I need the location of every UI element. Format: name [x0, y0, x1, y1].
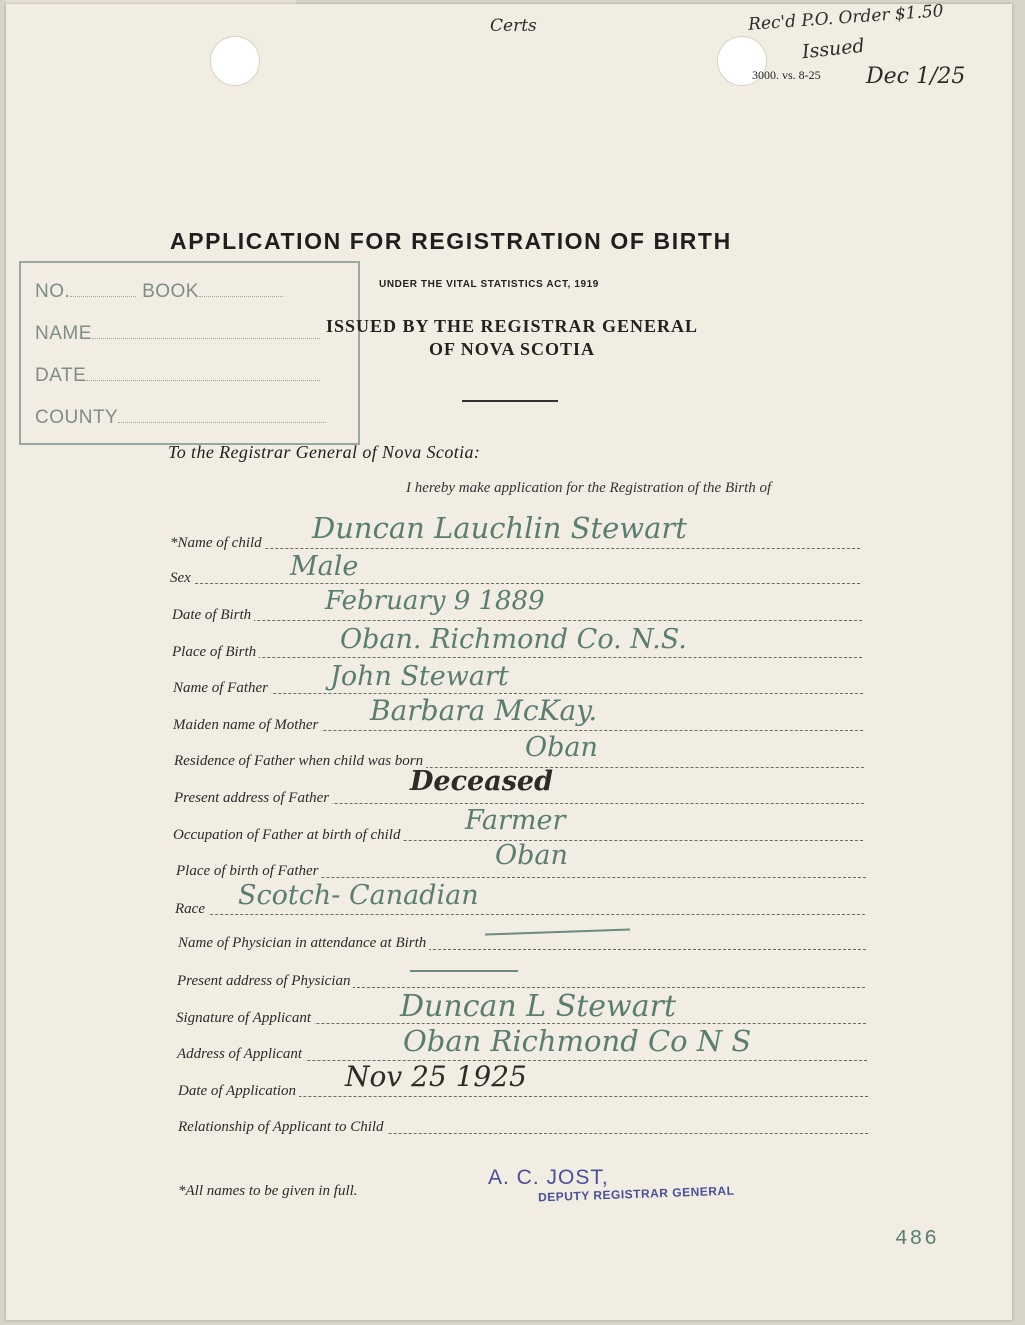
- value-residence-of-father: Oban: [525, 732, 598, 763]
- value-maiden-name-of-mother: Barbara McKay.: [370, 694, 598, 727]
- stamp-name-label: NAME: [35, 323, 92, 344]
- form-title: APPLICATION FOR REGISTRATION OF BIRTH: [170, 228, 732, 254]
- label-signature-of-applicant: Signature of Applicant: [176, 1010, 314, 1027]
- label-residence-of-father: Residence of Father when child was born: [174, 753, 426, 770]
- value-address-of-applicant: Oban Richmond Co N S: [403, 1024, 752, 1058]
- value-place-of-birth-of-father: Oban: [495, 840, 568, 871]
- physician-address-stroke: [410, 970, 518, 972]
- stamp-name-row: [35, 323, 320, 345]
- label-date-of-birth: Date of Birth: [172, 607, 254, 624]
- label-physician-address: Present address of Physician: [177, 973, 353, 990]
- deputy-stamp-name: A. C. JOST,: [488, 1166, 609, 1189]
- value-present-address-of-father: Deceased: [410, 766, 553, 797]
- intro-statement: I hereby make application for the Registration of the Birth of: [406, 480, 772, 496]
- label-place-of-birth: Place of Birth: [172, 644, 259, 661]
- stamp-date-label: DATE: [35, 365, 87, 386]
- stamp-date-row: [35, 365, 320, 387]
- label-sex: Sex: [170, 570, 194, 587]
- label-occupation-of-father: Occupation of Father at birth of child: [173, 827, 403, 844]
- label-present-address-of-father: Present address of Father: [174, 790, 332, 807]
- serial-number: 486: [895, 1228, 939, 1251]
- label-physician-name: Name of Physician in attendance at Birth: [178, 935, 429, 952]
- issued-date-annotation: Dec 1/25: [866, 64, 966, 89]
- act-subtitle: UNDER THE VITAL STATISTICS ACT, 1919: [379, 279, 599, 290]
- stamp-county-row: [35, 407, 326, 429]
- label-date-of-application: Date of Application: [178, 1083, 299, 1100]
- value-date-of-application: Nov 25 1925: [345, 1060, 527, 1093]
- issued-annotation: Issued: [801, 34, 866, 64]
- punch-hole-left: [210, 36, 260, 86]
- issuer-line-1: ISSUED BY THE REGISTRAR GENERAL: [325, 316, 699, 336]
- stamp-no-label: NO.: [35, 281, 71, 302]
- value-sex: Male: [290, 551, 359, 582]
- label-name-of-child: *Name of child: [170, 535, 265, 552]
- value-date-of-birth: February 9 1889: [325, 586, 545, 616]
- issuer-line-2: OF NOVA SCOTIA: [428, 339, 596, 359]
- label-maiden-name-of-mother: Maiden name of Mother: [173, 717, 321, 734]
- field-row-sex: [170, 563, 860, 584]
- value-name-of-child: Duncan Lauchlin Stewart: [312, 511, 687, 545]
- value-signature-of-applicant: Duncan L Stewart: [400, 989, 677, 1024]
- salutation: To the Registrar General of Nova Scotia:: [168, 442, 481, 462]
- value-occupation-of-father: Farmer: [465, 805, 566, 836]
- deputy-stamp-title: DEPUTY REGISTRAR GENERAL: [537, 1183, 735, 1205]
- received-annotation: Rec'd P.O. Order $1.50: [747, 1, 945, 35]
- heading-divider: [462, 400, 558, 402]
- label-address-of-applicant: Address of Applicant: [177, 1046, 305, 1063]
- stamp-no-row: [35, 281, 283, 303]
- value-race: Scotch- Canadian: [238, 880, 479, 911]
- value-place-of-birth: Oban. Richmond Co. N.S.: [340, 624, 687, 655]
- footnote: *All names to be given in full.: [178, 1183, 358, 1199]
- issuer-heading: [280, 315, 744, 361]
- label-place-of-birth-of-father: Place of birth of Father: [176, 863, 321, 880]
- label-name-of-father: Name of Father: [173, 680, 271, 697]
- stamp-book-label: BOOK: [142, 281, 199, 302]
- value-name-of-father: John Stewart: [330, 661, 509, 692]
- form-number: 3000. vs. 8-25: [752, 68, 821, 82]
- label-race: Race: [175, 901, 208, 918]
- label-relationship: Relationship of Applicant to Child: [178, 1119, 387, 1136]
- certs-annotation: Certs: [490, 16, 537, 36]
- stamp-county-label: COUNTY: [35, 407, 119, 428]
- field-row-name-of-father: [173, 673, 863, 694]
